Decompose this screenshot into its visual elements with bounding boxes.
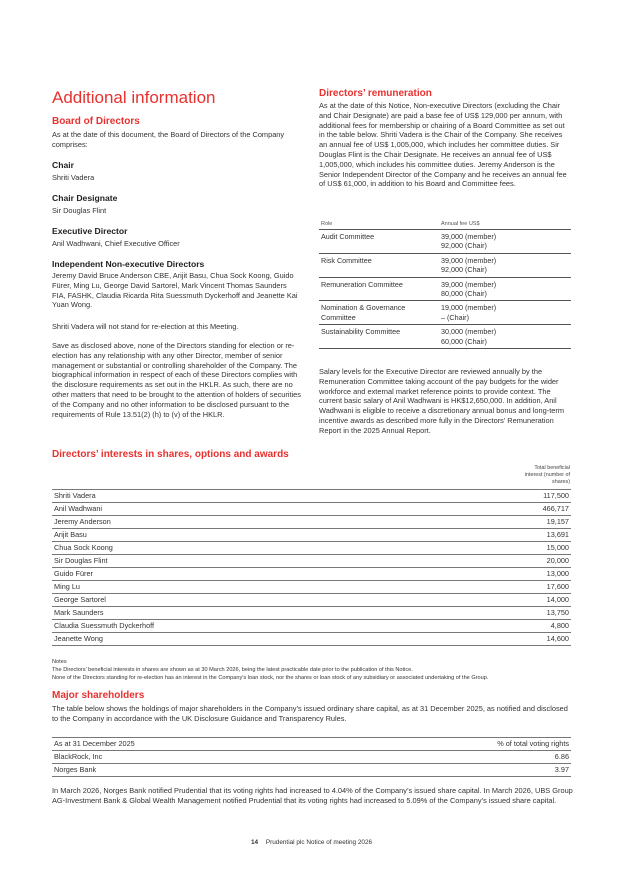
table-row: Jeremy Anderson 19,157 — [52, 516, 571, 529]
chair-name: Shriti Vadera — [52, 173, 95, 182]
board-intro: As at the date of this document, the Board of Directors of the Company comprises: — [52, 130, 285, 149]
executive-director-name: Anil Wadhwani, Chief Executive Officer — [52, 239, 180, 248]
note-2: None of the Directors standing for re-election has an interest in the Company’s loan stock, nor the shares or loan stock of any subsidiary or associated undertaking of the Group. — [52, 675, 489, 681]
role-cell: Audit Committee — [321, 232, 375, 241]
page-footer — [0, 839, 623, 846]
disclosure-paragraph: Save as disclosed above, none of the Directors standing for election or re-election has any relationship with any other Director, member of senior management or substantial or controlling shareholder of the Company. The biographical information in respect of each of these Directors complies with the disclosure requirements as set out in the HKLR. As such, there are no other matters that need to be brought to the attention of holders of securities of the Company and no other information to be disclosed pursuant to the requirements of Rule 13.51(2) (h) to (v) of the HKLR. — [52, 341, 301, 419]
chair-designate-label: Chair Designate — [52, 193, 118, 203]
notes-label: Notes — [52, 659, 67, 665]
table-row: Shriti Vadera 117,500 — [52, 490, 571, 503]
role-cell: Nomination & Governance Committee — [321, 303, 406, 322]
role-cell: Risk Committee — [321, 255, 372, 265]
remuneration-table-header — [319, 219, 571, 230]
interests-column-header: Total beneficial interest (number of shares) — [524, 465, 570, 486]
table-row — [319, 253, 571, 277]
note-1: The Directors’ beneficial interests in shares are shown as at 30 March 2026, being the latest practicable date prior to the publication of this Notice. — [52, 667, 413, 673]
table-row: BlackRock, Inc 6.86 — [52, 751, 571, 764]
remuneration-heading: Directors’ remuneration — [319, 88, 432, 99]
table-row: Jeanette Wong 14,600 — [52, 633, 571, 646]
fee-cell: 39,000 (member) 92,000 (Chair) — [441, 232, 497, 251]
major-shareholders-intro: The table below shows the holdings of major shareholders in the Company’s issued ordinary share capital, as at 31 December 2025, as notified and disclosed to the Company in accordance with the UK Disclosure Guidance and Transparency Rules. — [52, 704, 568, 723]
fee-column-header: Annual fee US$ — [441, 221, 480, 227]
major-shareholders-heading: Major shareholders — [52, 690, 145, 701]
independent-directors-names: Jeremy David Bruce Anderson CBE, Arijit Basu, Chua Sock Koong, Guido Fürer, Ming Lu, George David Sartorel, Mark Vincent Thomas Saunders FIA, FASHK, Claudia Ricarda Rita Suessmuth Dyckerhoff and Jeanette Kai Yuan Wong. — [52, 271, 298, 310]
table-row — [319, 301, 571, 325]
role-cell: Remuneration Committee — [321, 279, 403, 289]
fee-cell: 30,000 (member) 60,000 (Chair) — [441, 327, 497, 346]
remuneration-intro: As at the date of this Notice, Non-executive Directors (excluding the Chair and Chair Designate) are paid a base fee of US$ 129,000 per annum, with additional fees for membership or chairing of a Board Committee as set out in the table below. Shriti Vadera is the Chair of the Company. She receives an annual fee of US$ 1,005,000, which includes her committee duties. Sir Douglas Flint is the Chair Designate. He receives an annual fee of US$ 1,005,000, which includes his committee duties. Jeremy Anderson is the Senior Independent Director of the Company and he receives an annual fee of US$ 61,000, in addition to his Board and Committee fees. — [319, 101, 567, 189]
table-row: Norges Bank 3.97 — [52, 764, 571, 777]
document-name: Prudential plc Notice of meeting 2026 — [265, 839, 373, 846]
shareholders-footnote: In March 2026, Norges Bank notified Prudential that its voting rights had increased to 4.04% of the Company’s issued share capital. In March 2026, UBS Group AG-Investment Bank & Global Wealth Management notified Prudential that its voting rights had increased to 5.09% of the Company’s issued share capital. — [52, 786, 573, 805]
executive-director-label: Executive Director — [52, 226, 128, 236]
page-title: Additional information — [52, 88, 216, 107]
table-row: Mark Saunders 13,750 — [52, 607, 571, 620]
salary-paragraph: Salary levels for the Executive Director are reviewed annually by the Remuneration Committee taking account of the pay budgets for the wider workforce and external market reference points to provide context. The current basic salary of Anil Wadhwani is HK$12,650,000. In addition, Anil Wadhwani is eligible to receive a discretionary annual bonus and long-term incentive awards as described more fully in the Directors’ Remuneration Report in the 2025 Annual Report. — [319, 367, 564, 435]
reelection-statement: Shriti Vadera will not stand for re-election at this Meeting. — [52, 322, 239, 331]
table-row: Arijit Basu 13,691 — [52, 529, 571, 542]
fee-cell: 39,000 (member) 80,000 (Chair) — [441, 279, 497, 299]
table-row — [319, 277, 571, 301]
chair-label: Chair — [52, 160, 74, 170]
table-row: George Sartorel 14,000 — [52, 594, 571, 607]
table-row: Guido Fürer 13,000 — [52, 568, 571, 581]
fee-cell: 39,000 (member) 92,000 (Chair) — [441, 255, 497, 275]
role-column-header: Role — [321, 221, 333, 227]
remuneration-table — [319, 230, 571, 349]
page-number: 14 — [250, 839, 259, 846]
table-row: Sir Douglas Flint 20,000 — [52, 555, 571, 568]
table-row — [319, 325, 571, 349]
shareholders-table-header: As at 31 December 2025 % of total voting rights — [52, 738, 571, 751]
independent-directors-label: Independent Non-executive Directors — [52, 259, 205, 269]
interests-notes — [52, 658, 577, 682]
fee-cell: 19,000 (member) – (Chair) — [441, 303, 497, 322]
board-heading: Board of Directors — [52, 116, 140, 127]
table-row: Chua Sock Koong 15,000 — [52, 542, 571, 555]
table-row: Ming Lu 17,600 — [52, 581, 571, 594]
table-row: Anil Wadhwani 466,717 — [52, 503, 571, 516]
interests-heading: Directors’ interests in shares, options and awards — [52, 449, 289, 460]
role-cell: Sustainability Committee — [321, 327, 401, 337]
table-row: Claudia Suessmuth Dyckerhoff 4,800 — [52, 620, 571, 633]
table-row — [319, 230, 571, 253]
chair-designate-name: Sir Douglas Flint — [52, 206, 107, 215]
